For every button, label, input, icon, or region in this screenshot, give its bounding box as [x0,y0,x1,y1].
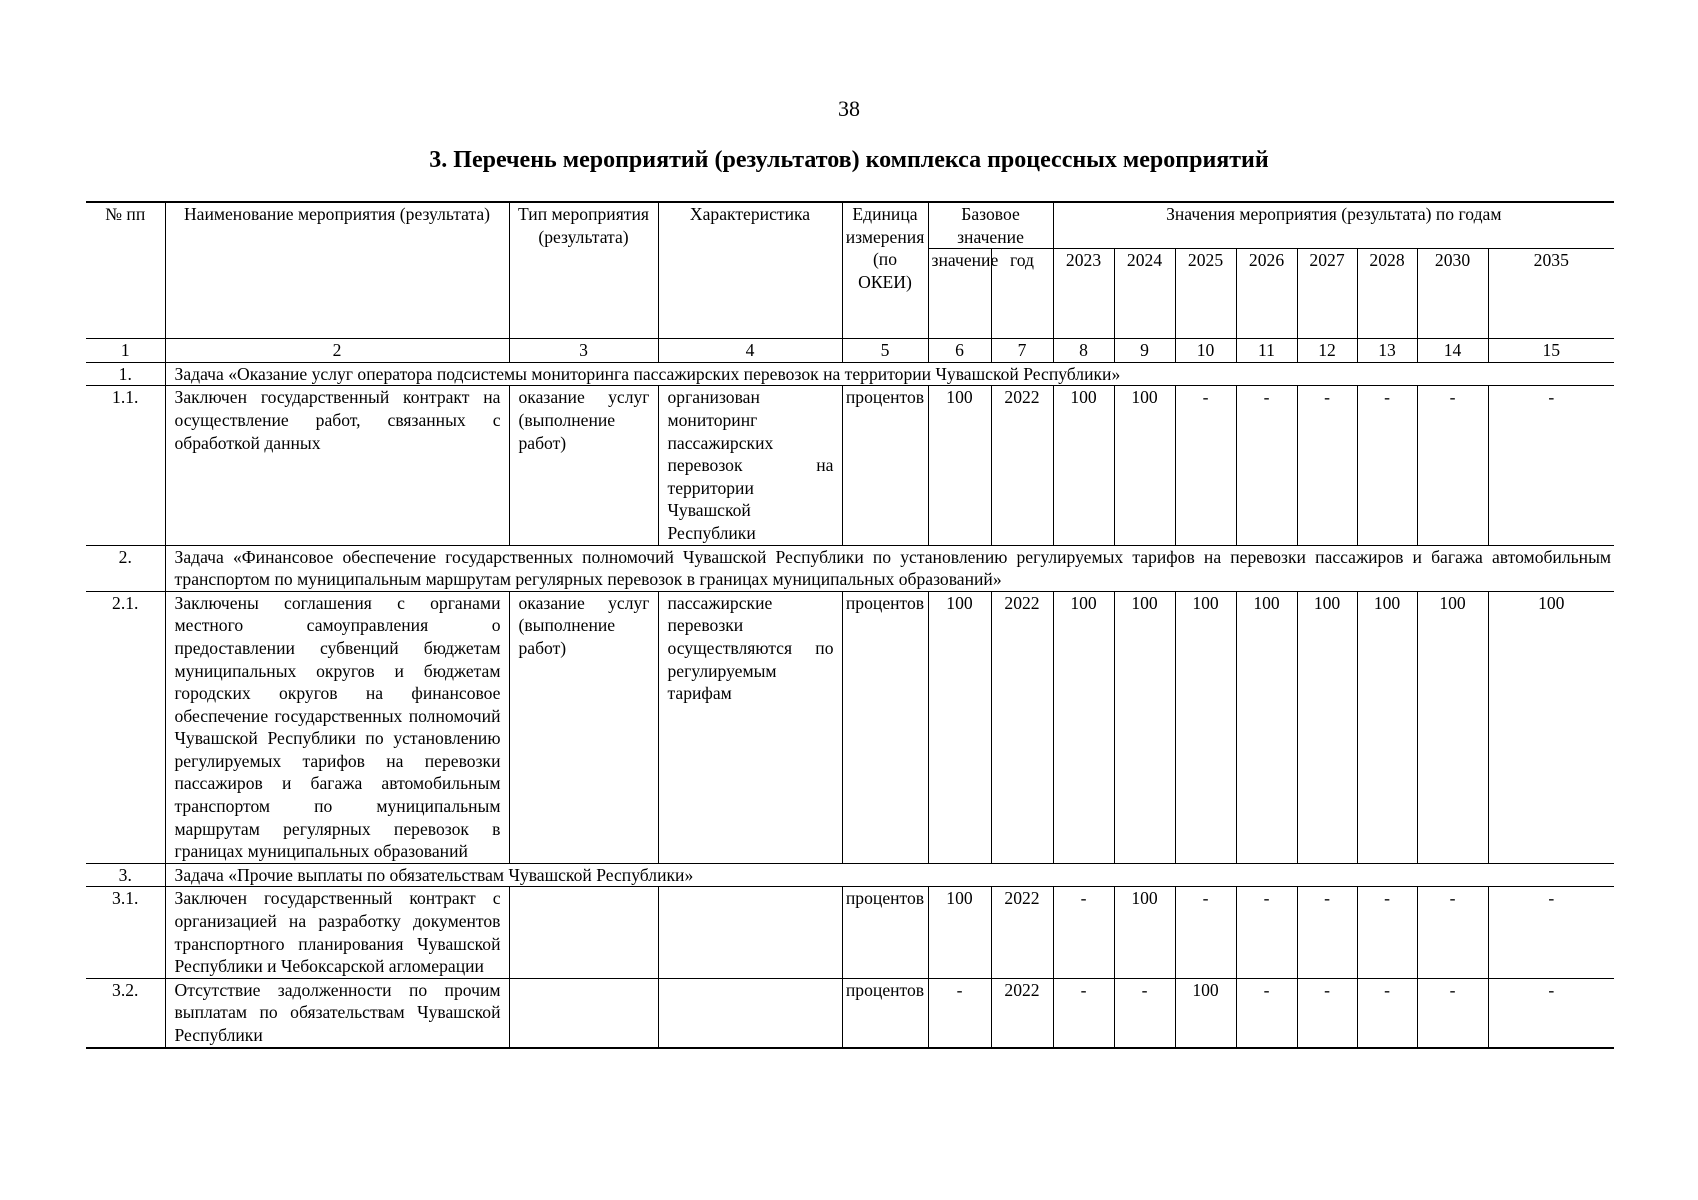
header-name: Наименование мероприятия (результата) [165,202,509,339]
base-value: 100 [928,386,991,545]
column-number: 3 [509,339,658,363]
measure-number: 2.1. [86,591,165,863]
year-value: - [1297,978,1357,1047]
year-value: - [1236,978,1297,1047]
column-number: 5 [842,339,928,363]
column-number: 8 [1053,339,1114,363]
year-value: 100 [1053,591,1114,863]
year-value: 100 [1114,386,1175,545]
year-value: 100 [1417,591,1488,863]
column-number: 1 [86,339,165,363]
year-value: 100 [1053,386,1114,545]
task-row [86,362,1614,386]
column-number: 4 [658,339,842,363]
header-base-year: год [991,249,1053,339]
column-number: 12 [1297,339,1357,363]
year-value: - [1053,887,1114,978]
column-number: 14 [1417,339,1488,363]
measure-characteristic: организован мониторинг пассажирских перевозок на территории Чувашской Республики [658,386,842,545]
year-value: - [1488,386,1614,545]
measure-name: Отсутствие задолженности по прочим выплатам по обязательствам Чувашской Республики [165,978,509,1047]
measure-row [86,386,1614,545]
header-year: 2025 [1175,249,1236,339]
measure-row [86,591,1614,863]
header-year: 2028 [1357,249,1417,339]
task-number: 2. [86,545,165,591]
base-value: 100 [928,591,991,863]
year-value: 100 [1297,591,1357,863]
task-row [86,545,1614,591]
year-value: - [1357,386,1417,545]
measure-name: Заключены соглашения с органами местного самоуправления о предоставлении субвенций бюджетам муниципальных округов и бюджетам городских округов на финансовое обеспечение государственных полномочий Чувашской Республики по установлению регулируемых тарифов на перевозки пассажиров и багажа автомобильным транспортом по муниципальным маршрутам регулярных перевозок в границах муниципальных образований [165,591,509,863]
document-title: 3. Перечень мероприятий (результатов) комплекса процессных мероприятий [429,147,1269,173]
header-no: № пп [86,202,165,339]
header-type: Тип мероприятия (результата) [509,202,658,339]
year-value: - [1114,978,1175,1047]
task-title: Задача «Оказание услуг оператора подсистемы мониторинга пассажирских перевозок на территории Чувашской Республики» [165,362,1614,386]
measure-unit: процентов [842,386,928,545]
base-year: 2022 [991,978,1053,1047]
year-value: - [1175,887,1236,978]
column-number: 11 [1236,339,1297,363]
year-value: 100 [1175,978,1236,1047]
measure-number: 3.1. [86,887,165,978]
year-value: 100 [1114,887,1175,978]
task-number: 3. [86,863,165,887]
column-numbers-row [86,339,1614,363]
measures-table [86,201,1614,1049]
column-number: 10 [1175,339,1236,363]
year-value: - [1053,978,1114,1047]
measure-unit: процентов [842,591,928,863]
measure-type: оказание услуг (выполнение работ) [509,386,658,545]
base-year: 2022 [991,386,1053,545]
column-number: 13 [1357,339,1417,363]
year-value: 100 [1236,591,1297,863]
column-number: 7 [991,339,1053,363]
column-number: 15 [1488,339,1614,363]
measure-characteristic [658,978,842,1047]
base-value: - [928,978,991,1047]
task-number: 1. [86,362,165,386]
measure-characteristic [658,887,842,978]
header-year: 2035 [1488,249,1614,339]
header-year: 2024 [1114,249,1175,339]
year-value: - [1297,887,1357,978]
measure-row [86,887,1614,978]
measure-unit: процентов [842,887,928,978]
header-year: 2027 [1297,249,1357,339]
measure-characteristic: пассажирские перевозки осуществляются по регулируемым тарифам [658,591,842,863]
header-values-by-years: Значения мероприятия (результата) по годам [1053,202,1614,249]
measure-name: Заключен государственный контракт на осуществление работ, связанных с обработкой данных [165,386,509,545]
year-value: - [1417,887,1488,978]
measure-unit: процентов [842,978,928,1047]
measure-number: 1.1. [86,386,165,545]
year-value: 100 [1175,591,1236,863]
measure-number: 3.2. [86,978,165,1047]
column-number: 2 [165,339,509,363]
task-row [86,863,1614,887]
header-year: 2026 [1236,249,1297,339]
header-year: 2023 [1053,249,1114,339]
column-number: 6 [928,339,991,363]
measure-type [509,887,658,978]
page-number: 38 [838,96,860,121]
base-value: 100 [928,887,991,978]
year-value: - [1236,386,1297,545]
year-value: - [1488,978,1614,1047]
year-value: - [1417,386,1488,545]
year-value: - [1357,978,1417,1047]
task-title: Задача «Финансовое обеспечение государственных полномочий Чувашской Республики по установлению регулируемых тарифов на перевозки пассажиров и багажа автомобильным транспортом по муниципальным маршрутам регулярных перевозок в границах муниципальных образований» [165,545,1614,591]
year-value: - [1488,887,1614,978]
measure-row [86,978,1614,1047]
year-value: 100 [1357,591,1417,863]
header-year: 2030 [1417,249,1488,339]
base-year: 2022 [991,887,1053,978]
task-title: Задача «Прочие выплаты по обязательствам Чувашской Республики» [165,863,1614,887]
base-year: 2022 [991,591,1053,863]
year-value: 100 [1114,591,1175,863]
header-base-value: значение [928,249,991,339]
header-base: Базовое значение [928,202,1053,249]
year-value: - [1357,887,1417,978]
year-value: 100 [1488,591,1614,863]
column-number: 9 [1114,339,1175,363]
header-characteristic: Характеристика [658,202,842,339]
year-value: - [1175,386,1236,545]
year-value: - [1297,386,1357,545]
measure-type: оказание услуг (выполнение работ) [509,591,658,863]
year-value: - [1417,978,1488,1047]
measure-name: Заключен государственный контракт с организацией на разработку документов транспортного планирования Чувашской Республики и Чебоксарской агломерации [165,887,509,978]
year-value: - [1236,887,1297,978]
measure-type [509,978,658,1047]
header-unit: Единица измерения (по ОКЕИ) [842,202,928,339]
